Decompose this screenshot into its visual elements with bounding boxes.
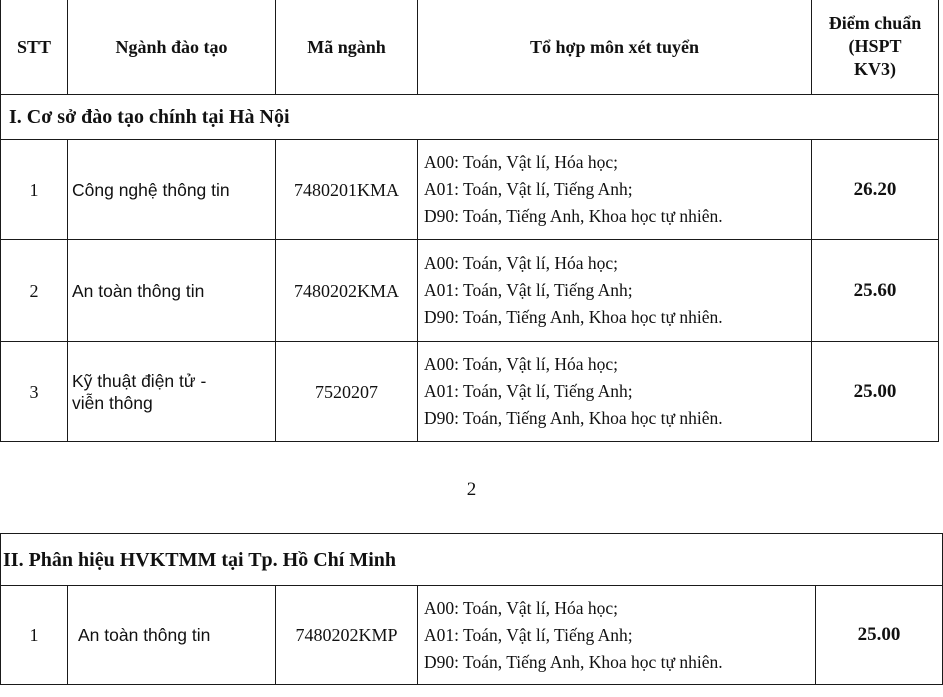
header-major: Ngành đào tạo (68, 0, 276, 95)
combo-line: D90: Toán, Tiếng Anh, Khoa học tự nhiên. (424, 206, 723, 226)
admission-score-table-hcmc (0, 533, 943, 685)
row-score: 26.20 (812, 140, 939, 240)
row-score: 25.00 (816, 586, 943, 685)
row-combos (418, 240, 812, 342)
row-code: 7480201KMA (276, 140, 418, 240)
row-stt: 1 (1, 140, 68, 240)
header-stt: STT (1, 0, 68, 95)
combo-line: D90: Toán, Tiếng Anh, Khoa học tự nhiên. (424, 651, 723, 672)
combo-line: A01: Toán, Vật lí, Tiếng Anh; (424, 179, 633, 199)
row-stt: 1 (1, 586, 68, 685)
section-row (1, 95, 939, 140)
combo-line: A00: Toán, Vật lí, Hóa học; (424, 354, 619, 374)
row-major: An toàn thông tin (68, 240, 276, 342)
row-combos (418, 586, 816, 685)
row-combos (418, 342, 812, 442)
row-major: Công nghệ thông tin (68, 140, 276, 240)
row-code: 7520207 (276, 342, 418, 442)
combo-line: A01: Toán, Vật lí, Tiếng Anh; (424, 381, 633, 401)
combo-line: A00: Toán, Vật lí, Hóa học; (424, 253, 619, 273)
row-code: 7480202KMA (276, 240, 418, 342)
row-major: An toàn thông tin (68, 586, 276, 685)
section-title-hanoi: I. Cơ sở đào tạo chính tại Hà Nội (1, 95, 939, 140)
row-code: 7480202KMP (276, 586, 418, 685)
section-row (1, 534, 943, 586)
row-score: 25.60 (812, 240, 939, 342)
section-title-hcmc: II. Phân hiệu HVKTMM tại Tp. Hồ Chí Minh (1, 534, 943, 586)
combo-line: A01: Toán, Vật lí, Tiếng Anh; (424, 624, 633, 645)
row-stt: 2 (1, 240, 68, 342)
row-score: 25.00 (812, 342, 939, 442)
header-row (1, 0, 939, 95)
row-major (68, 342, 276, 442)
page-number: 2 (466, 479, 477, 500)
header-code: Mã ngành (276, 0, 418, 95)
table-row (1, 586, 943, 685)
table-row (1, 342, 939, 442)
header-combo: Tổ hợp môn xét tuyển (418, 0, 812, 95)
combo-line: A01: Toán, Vật lí, Tiếng Anh; (424, 280, 633, 300)
row-combos (418, 140, 812, 240)
table-row (1, 240, 939, 342)
combo-line: D90: Toán, Tiếng Anh, Khoa học tự nhiên. (424, 307, 723, 327)
combo-line: A00: Toán, Vật lí, Hóa học; (424, 597, 619, 618)
row-stt: 3 (1, 342, 68, 442)
header-score (812, 0, 939, 95)
combo-line: D90: Toán, Tiếng Anh, Khoa học tự nhiên. (424, 408, 723, 428)
header-score-line3: KV3) (854, 59, 896, 79)
header-score-line2: (HSPT (848, 36, 902, 56)
row-major-line2: viễn thông (72, 392, 153, 413)
header-score-line1: Điểm chuẩn (828, 13, 922, 33)
combo-line: A00: Toán, Vật lí, Hóa học; (424, 152, 619, 172)
row-major-line1: Kỹ thuật điện tử - (72, 370, 207, 391)
table-row (1, 140, 939, 240)
